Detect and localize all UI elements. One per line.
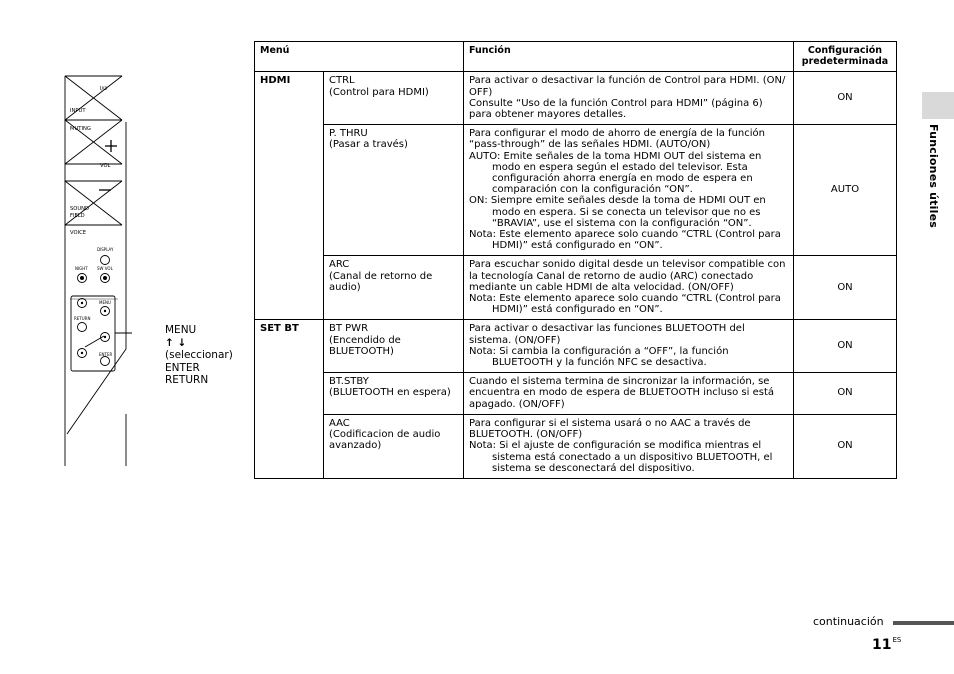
menu-item-name: (Encendido de BLUETOOTH) [329,334,401,357]
menu-item-name: P. THRU [329,128,368,140]
table-header-row [255,42,897,72]
continue-text: continuación [813,615,884,628]
input-label: INPUT [70,108,86,114]
display-label: DISPLAY [97,247,114,252]
callout-enter: ENTER [165,361,200,374]
table-row [255,414,897,478]
table-row [255,72,897,125]
table-row [255,320,897,373]
remote-control-illustration [62,74,132,466]
function-line: modo en espera según el estado del televisor. Esta configuración ahorra energía en modo de espera en comparación con la configuración “ON”. [492,161,753,196]
vol-label: VOL [100,163,111,169]
function-line: HDMI)” está configurado en “ON”. [492,304,663,316]
muting-label: MUTING [70,126,91,132]
function-line: Nota: Si el ajuste de configuración se modifica mientras el [469,440,762,452]
function-cell [464,373,794,415]
table-row [255,125,897,256]
swvol-label: SW VOL [97,266,113,271]
default-value-cell: ON [794,373,897,415]
header-menu: Menú [255,42,464,72]
table-row [255,373,897,415]
default-value-cell: ON [794,256,897,320]
default-value-cell: ON [794,72,897,125]
night-label: NIGHT [75,266,88,271]
function-line: modo en espera. Si se conecta un televisor que no es “BRAVIA”, use el sistema con la configuración “ON”. [492,206,761,229]
section-tab-label: Funciones útiles [927,124,940,228]
remote-menu-label: MENU [99,300,111,305]
table-row [255,256,897,320]
voice-label: VOICE [70,230,86,236]
function-line: Para configurar el modo de ahorro de energía de la función “pass-through” de las señales HDMI. (AUTO/ON) [469,128,765,151]
menu-item-cell [324,125,464,256]
default-value-cell: ON [794,414,897,478]
function-cell [464,256,794,320]
function-line: Para activar o desactivar la función de Control para HDMI. (ON/ OFF) [469,75,786,98]
function-line: Nota: Este elemento aparece solo cuando “CTRL (Control para [469,293,781,305]
page-number: $11^{ES}$ [872,636,902,653]
menu-item-cell [324,72,464,125]
default-value-cell: AUTO [794,125,897,256]
function-line: Para escuchar sonido digital desde un televisor compatible con la tecnología Canal de retorno de audio (ARC) conectado mediante un cable HDMI de alta velocidad. (ON/OFF) [469,259,786,293]
menu-item-cell [324,414,464,478]
menu-item-name: (Canal de retorno de audio) [329,270,433,293]
button-callout [165,324,233,387]
menu-item-name: ARC [329,259,350,271]
menu-item-name: AAC [329,417,350,429]
remote-control-drawing [62,74,132,466]
callout-select: (seleccionar) [165,349,233,361]
menu-item-name: BT PWR [329,323,369,335]
function-cell [464,125,794,256]
power-label: I/⏻ [100,86,108,92]
function-line: Cuando el sistema termina de sincronizar la información, se encuentra en modo de espera de BLUETOOTH incluso si está apagado. (ON/OFF) [469,376,775,410]
function-line: ON: Siempre emite señales desde la toma de HDMI OUT en [469,195,766,207]
function-line: Para activar o desactivar las funciones BLUETOOTH del sistema. (ON/OFF) [469,323,745,346]
remote-enter-label: ENTER [99,352,113,357]
menu-item-cell [324,373,464,415]
default-value-cell: ON [794,320,897,373]
function-line: Consulte “Uso de la función Control para HDMI” (página 6) para obtener mayores detalles. [469,97,763,121]
menu-item-name: (Codificacion de audio avanzado) [329,429,441,452]
function-line: HDMI)” está configurado en “ON”. [492,240,663,252]
remote-return-label: RETURN [74,316,91,321]
menu-item-name: (Pasar a través) [329,139,408,151]
field-label: FIELD [70,213,85,219]
continue-bar [893,621,954,625]
menu-item-name: BT.STBY [329,376,369,388]
menu-item-name: (BLUETOOTH en espera) [329,387,451,399]
menu-item-cell [324,256,464,320]
header-default: Configuración predeterminada [794,42,897,72]
function-line: BLUETOOTH y la función NFC se desactiva. [492,357,707,369]
settings-table [254,41,897,479]
menu-item-name: CTRL [329,75,355,87]
callout-menu: MENU [165,324,197,336]
function-line: AUTO: Emite señales de la toma HDMI OUT del sistema en [469,150,762,162]
header-function: Función [464,42,794,72]
sound-label: SOUND [70,206,90,212]
function-cell [464,72,794,125]
menu-group-cell: SET BT [255,320,324,478]
table-body [255,72,897,479]
menu-item-cell [324,320,464,373]
function-cell [464,414,794,478]
menu-item-name: (Control para HDMI) [329,86,429,98]
function-line: Nota: Este elemento aparece solo cuando “CTRL (Control para [469,229,781,241]
function-line: sistema está conectado a un dispositivo BLUETOOTH, el sistema se desconectará del dispositivo. [492,451,773,474]
section-tab-marker [922,92,954,119]
function-line: Para configurar si el sistema usará o no AAC a través de BLUETOOTH. (ON/OFF) [469,417,751,441]
callout-return: RETURN [165,374,209,386]
menu-group-cell: HDMI [255,72,324,320]
function-cell [464,320,794,373]
callout-arrows: ↑ ↓ [165,336,187,349]
function-line: Nota: Si cambia la configuración a “OFF”, la función [469,345,729,357]
